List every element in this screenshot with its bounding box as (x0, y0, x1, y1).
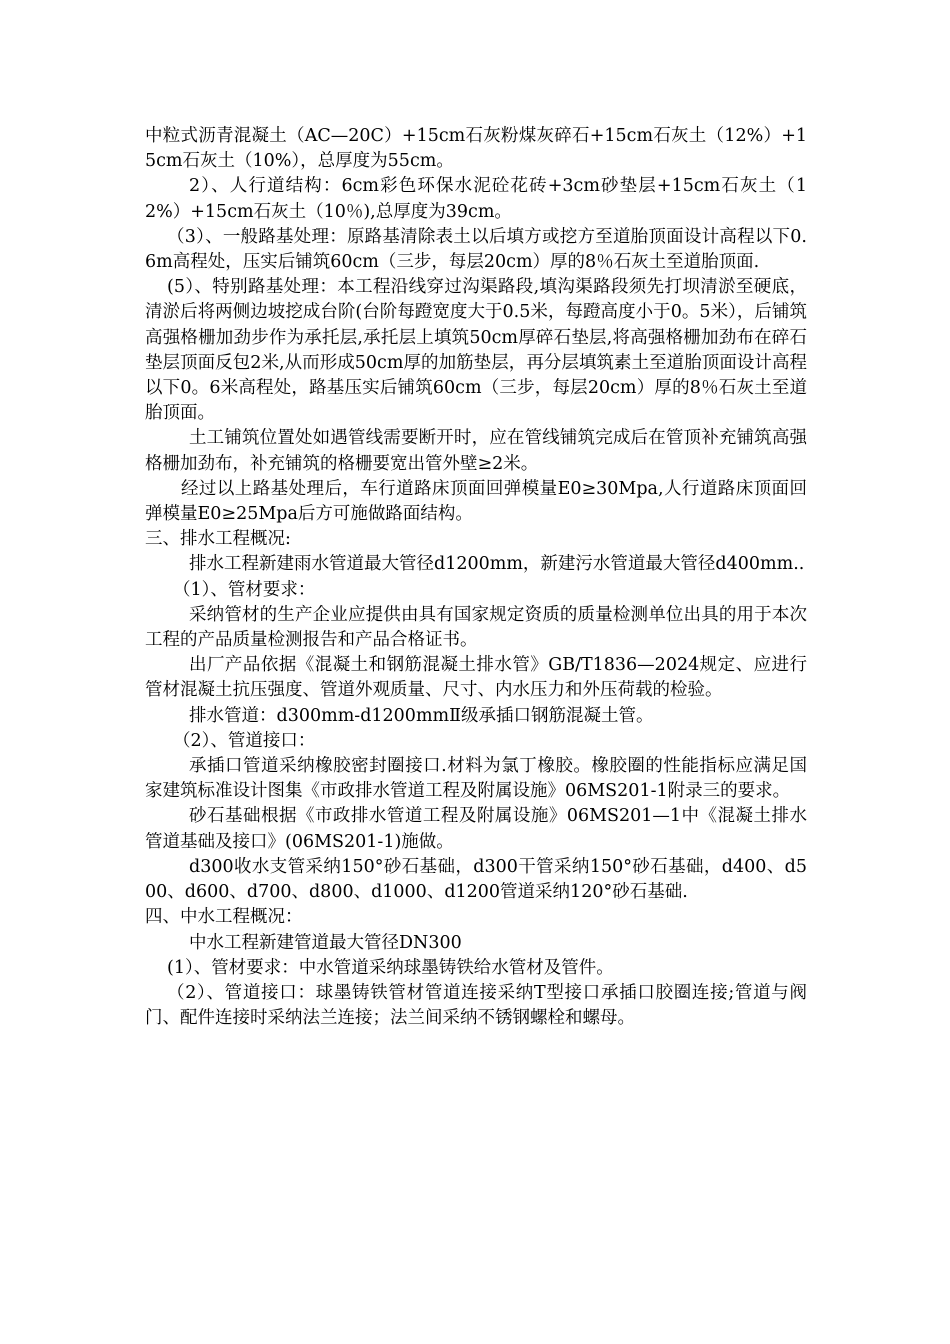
document-body (145, 124, 807, 1031)
paragraph-sidewalk-structure: 2）、人行道结构：6cm彩色环保水泥砼花砖+3cm砂垫层+15cm石灰土（12%）+15cm石灰土（10％),总厚度为39cm。 (145, 176, 807, 222)
heading-drainage-overview: 三、排水工程概况: (145, 529, 291, 550)
heading-pipe-material-requirements: （1）、管材要求： (173, 579, 316, 600)
paragraph-reclaimed-water-joints: （2）、管道接口：球墨铸铁管材管道连接采纳T型接口承插口胶圈连接;管道与阀门、配件连接时采纳法兰连接；法兰间采纳不锈钢螺栓和螺母。 (145, 982, 807, 1029)
paragraph-socket-joint-rubber: 承插口管道采纳橡胶密封圈接口.材料为氯丁橡胶。橡胶圈的性能指标应满足国家建筑标准设计图集《市政排水管道工程及附属设施》06MS201-1附录三的要求。 (145, 756, 807, 802)
heading-pipe-joints: （2）、管道接口： (173, 730, 316, 751)
paragraph-factory-standard: 出厂产品依据《混凝土和钢筋混凝土排水管》GB/T1836—2024规定、应进行管材混凝土抗压强度、管道外观质量、尺寸、内水压力和外压荷载的检验。 (145, 655, 807, 701)
paragraph-resilient-modulus: 经过以上路基处理后，车行道路床顶面回弹模量E0≥30Mpa,人行道路床顶面回弹模量E0≥25Mpa后方可施做路面结构。 (145, 478, 807, 525)
paragraph-foundation-angles: d300收水支管采纳150°砂石基础，d300干管采纳150°砂石基础，d400、d500、d600、d700、d800、d1000、d1200管道采纳120°砂石基础. (145, 856, 807, 903)
paragraph-manufacturer-requirements: 采纳管材的生产企业应提供由具有国家规定资质的质量检测单位出具的用于本次工程的产品质量检测报告和产品合格证书。 (145, 604, 807, 651)
paragraph-drainage-pipe-type: 排水管道：d300mm-d1200mmⅡ级承插口钢筋混凝土管。 (189, 705, 654, 726)
paragraph-special-subgrade: (5）、特别路基处理：本工程沿线穿过沟渠路段,填沟渠路段须先打坝清淤至硬底，清淤后将两侧边坡挖成台阶(台阶每蹬宽度大于0.5米，每蹬高度小于0。5米），后铺筑高强格栅加劲步作为承托层,承托层上填筑50cm厚碎石垫层,将高强格栅加劲布在碎石垫层顶面反包2米,从而形成50cm厚的加筋垫层，再分层填筑素土至道胎顶面设计高程以下0。6米高程处，路基压实后铺筑60cm（三步，每层20cm）厚的8％石灰土至道胎顶面。 (145, 277, 807, 424)
paragraph-reclaimed-water-diameter: 中水工程新建管道最大管径DN300 (189, 932, 462, 953)
paragraph-drainage-pipe-diameter: 排水工程新建雨水管道最大管径d1200mm，新建污水管道最大管径d400mm.. (189, 554, 805, 575)
paragraph-general-subgrade: （3）、一般路基处理：原路基清除表土以后填方或挖方至道胎顶面设计高程以下0.6m高程处，压实后铺筑60cm（三步，每层20cm）厚的8％石灰土至道胎顶面. (145, 226, 807, 273)
paragraph-gravel-foundation: 砂石基础根据《市政排水管道工程及附属设施》06MS201—1中《混凝土排水管道基础及接口》(06MS201-1)施做。 (145, 806, 807, 852)
heading-reclaimed-water-overview: 四、中水工程概况： (145, 907, 303, 928)
paragraph-reclaimed-water-material: (1）、管材要求：中水管道采纳球墨铸铁给水管材及管件。 (167, 957, 614, 978)
paragraph-geotextile-pipeline: 土工铺筑位置处如遇管线需要断开时，应在管线铺筑完成后在管顶补充铺筑高强格栅加劲布，补充铺筑的格栅要宽出管外壁≥2米。 (145, 428, 807, 474)
paragraph-pavement-structure-continued: 中粒式沥青混凝土（AC—20C）+15cm石灰粉煤灰碎石+15cm石灰土（12%）+15cm石灰土（10%），总厚度为55cm。 (145, 126, 807, 172)
